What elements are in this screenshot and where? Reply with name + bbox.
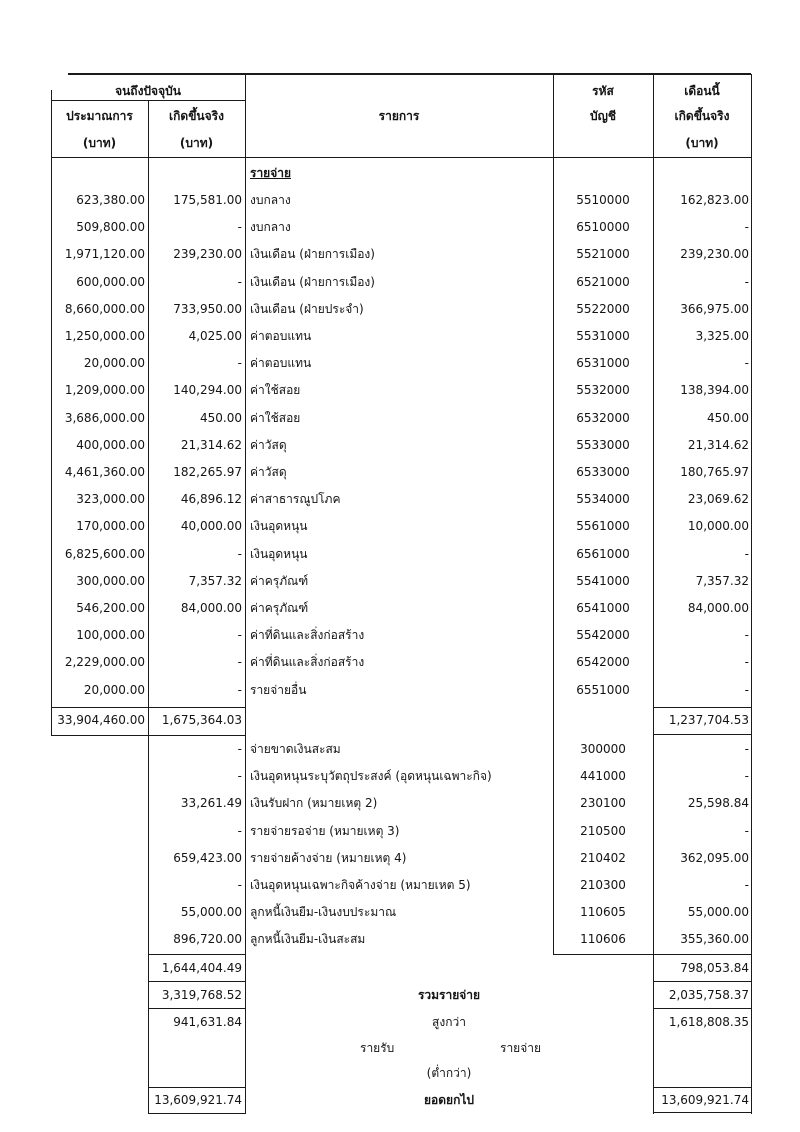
expense-estimate: 600,000.00 (76, 274, 145, 289)
other-code: 210500 (580, 823, 626, 838)
other-code: 210300 (580, 878, 626, 892)
expense-code: 6531000 (576, 356, 630, 371)
expense-actual: 239,230.00 (173, 247, 242, 262)
expense-code: 5541000 (576, 573, 630, 588)
vline-actual-item (245, 74, 246, 1114)
expense-month: - (744, 220, 749, 235)
diff-higher: สูงกว่า (432, 1015, 466, 1029)
vline-right (751, 74, 752, 1114)
rule-carry-top (148, 1087, 246, 1088)
rule-carry-bottom (148, 1113, 246, 1114)
header-code-line1: รหัส (592, 84, 614, 98)
rule-code-bottom (553, 954, 653, 955)
rule-sub2-top-right (653, 954, 751, 955)
expense-item: เงินเดือน (ฝ่ายการเมือง) (250, 274, 375, 289)
expense-actual: 733,950.00 (173, 301, 242, 316)
expense-actual: 40,000.00 (180, 519, 242, 534)
expense-item: เงินอุดหนุน (250, 519, 308, 534)
expense-actual: - (237, 274, 242, 289)
subtotal2-month: 798,053.84 (680, 961, 749, 975)
expense-month: 366,975.00 (680, 301, 749, 316)
expense-item: ค่าครุภัณฑ์ (250, 573, 309, 588)
expense-month: 84,000.00 (687, 601, 749, 615)
expense-code: 5542000 (576, 628, 630, 643)
expense-month: 23,069.62 (687, 492, 749, 507)
expense-estimate: 20,000.00 (83, 682, 145, 697)
header-month-line2: เกิดขึ้นจริง (674, 109, 730, 123)
header-month-line3: (บาท) (685, 136, 719, 150)
expense-item: ค่าที่ดินและสิ่งก่อสร้าง (250, 628, 365, 643)
expense-item: ค่าวัสดุ (250, 465, 287, 479)
other-item: รายจ่ายค้างจ่าย (หมายเหตุ 4) (250, 850, 407, 865)
expense-estimate: 509,800.00 (76, 220, 145, 235)
rule-carry-bottom-right (653, 1112, 751, 1113)
other-code: 441000 (580, 769, 626, 784)
expense-code: 6533000 (576, 465, 630, 479)
expense-month: 10,000.00 (687, 519, 749, 534)
diff-month: 1,618,808.35 (668, 1015, 749, 1029)
expense-item: ค่าที่ดินและสิ่งก่อสร้าง (250, 655, 365, 670)
expense-estimate: 8,660,000.00 (64, 301, 145, 316)
header-code-line2: บัญชี (590, 109, 616, 123)
expense-actual: 140,294.00 (173, 383, 242, 398)
expense-actual: 4,025.00 (188, 329, 242, 343)
other-code: 110605 (580, 905, 626, 920)
subtotal1-actual: 1,675,364.03 (161, 713, 242, 727)
diff-expense: รายจ่าย (500, 1041, 542, 1055)
expense-estimate: 1,971,120.00 (64, 247, 145, 262)
other-month: 55,000.00 (687, 905, 749, 920)
expense-item: งบกลาง (250, 193, 291, 207)
diff-income: รายรับ (360, 1041, 395, 1055)
expense-code: 5521000 (576, 247, 630, 262)
rule-top (68, 73, 751, 75)
expense-estimate: 3,686,000.00 (64, 410, 145, 425)
expense-estimate: 20,000.00 (83, 356, 145, 371)
expense-month: 138,394.00 (680, 383, 749, 398)
expense-code: 6521000 (576, 274, 630, 289)
other-actual: 33,261.49 (180, 796, 242, 811)
expense-actual: 84,000.00 (180, 601, 242, 615)
other-month: 362,095.00 (680, 850, 749, 865)
rule-sub2-bottom (148, 981, 246, 982)
expense-item: ค่าตอบแทน (250, 329, 312, 343)
expense-estimate: 100,000.00 (76, 628, 145, 643)
expense-month: 180,765.97 (680, 465, 749, 479)
carry-month: 13,609,921.74 (661, 1093, 749, 1107)
expense-estimate: 4,461,360.00 (64, 465, 145, 479)
rule-sub2-top (148, 954, 246, 955)
expense-code: 6510000 (576, 220, 630, 235)
expense-actual: 21,314.62 (180, 437, 242, 452)
diff-lower: (ต่ำกว่า) (426, 1066, 472, 1080)
expense-actual: 450.00 (200, 410, 242, 425)
expense-month: 239,230.00 (680, 247, 749, 262)
expense-month: - (744, 682, 749, 697)
expense-estimate: 400,000.00 (76, 437, 145, 452)
rule-subtotal1-bottom-right (653, 734, 751, 735)
expense-month: 7,357.32 (695, 573, 749, 588)
other-actual: 896,720.00 (173, 932, 242, 947)
expense-code: 6561000 (576, 546, 630, 561)
other-month: - (744, 823, 749, 838)
carry-actual: 13,609,921.74 (154, 1093, 242, 1107)
rule-total-bottom-right (653, 1008, 751, 1009)
expense-code: 5534000 (576, 492, 630, 507)
other-item: เงินรับฝาก (หมายเหตุ 2) (250, 796, 378, 811)
total-expense-label: รวมรายจ่าย (417, 988, 481, 1002)
expense-item: รายจ่ายอื่น (250, 682, 307, 697)
expense-item: เงินเดือน (ฝ่ายการเมือง) (250, 247, 375, 262)
other-month: - (744, 878, 749, 892)
subtotal2-actual: 1,644,404.49 (161, 961, 242, 975)
header-todate: จนถึงปัจจุบัน (115, 84, 181, 98)
expense-item: เงินอุดหนุน (250, 546, 308, 561)
other-item: จ่ายขาดเงินสะสม (250, 742, 341, 756)
expense-month: - (744, 628, 749, 643)
other-item: รายจ่ายรอจ่าย (หมายเหตุ 3) (250, 823, 400, 838)
other-actual: - (237, 823, 242, 838)
other-month: - (744, 742, 749, 756)
subtotal1-month: 1,237,704.53 (668, 713, 749, 727)
expense-estimate: 323,000.00 (76, 492, 145, 507)
expense-actual: 175,581.00 (173, 193, 242, 207)
expense-month: 21,314.62 (687, 437, 749, 452)
other-code: 300000 (580, 742, 626, 756)
other-month: 25,598.84 (687, 796, 749, 811)
expense-code: 6541000 (576, 601, 630, 615)
rule-header-bottom (51, 157, 751, 158)
expense-month: - (744, 356, 749, 371)
other-actual: - (237, 769, 242, 784)
expense-item: ค่าครุภัณฑ์ (250, 601, 309, 615)
header-month-line1: เดือนนี้ (684, 84, 720, 98)
expense-month: - (744, 546, 749, 561)
carry-label: ยอดยกไป (424, 1093, 474, 1107)
expense-code: 5532000 (576, 383, 630, 398)
other-item: เงินอุดหนุนระบุวัตถุประสงค์ (อุดหนุนเฉพาะกิจ) (250, 769, 492, 784)
expense-estimate: 170,000.00 (76, 519, 145, 534)
expense-actual: - (237, 220, 242, 235)
expense-estimate: 1,209,000.00 (64, 383, 145, 398)
subtotal1-estimate: 33,904,460.00 (57, 713, 145, 727)
expense-code: 5561000 (576, 519, 630, 534)
expense-estimate: 546,200.00 (76, 601, 145, 615)
header-estimate: ประมาณการ (66, 109, 133, 123)
expense-month: - (744, 655, 749, 670)
other-actual: - (237, 742, 242, 756)
other-item: ลูกหนี้เงินยืม-เงินงบประมาณ (250, 905, 397, 920)
expense-estimate: 623,380.00 (76, 193, 145, 207)
other-actual: 659,423.00 (173, 850, 242, 865)
other-code: 230100 (580, 796, 626, 811)
expense-month: 162,823.00 (680, 193, 749, 207)
expense-actual: 46,896.12 (180, 492, 242, 507)
expense-item: ค่าใช้สอย (250, 383, 301, 398)
rule-sub2-bottom-right (653, 981, 751, 982)
expense-actual: - (237, 655, 242, 670)
other-actual: - (237, 878, 242, 892)
rule-carry-top-right (653, 1087, 751, 1088)
rule-total-bottom (148, 1008, 246, 1009)
expense-item: ค่าใช้สอย (250, 410, 301, 425)
expense-item: ค่าตอบแทน (250, 356, 312, 371)
expense-code: 5533000 (576, 437, 630, 452)
other-item: ลูกหนี้เงินยืม-เงินสะสม (250, 932, 366, 947)
expense-code: 6542000 (576, 655, 630, 670)
other-item: เงินอุดหนุนเฉพาะกิจค้างจ่าย (หมายเหต 5) (250, 878, 471, 892)
expense-code: 5510000 (576, 193, 630, 207)
expense-item: ค่าสาธารณูปโภค (250, 492, 341, 507)
expense-actual: - (237, 356, 242, 371)
expense-estimate: 300,000.00 (76, 573, 145, 588)
expense-actual: - (237, 628, 242, 643)
header-estimate-unit: (บาท) (82, 136, 117, 150)
expense-code: 6551000 (576, 682, 630, 697)
total-expense-actual: 3,319,768.52 (161, 988, 242, 1002)
expense-item: ค่าวัสดุ (250, 437, 287, 452)
other-code: 110606 (580, 932, 626, 947)
diff-actual: 941,631.84 (173, 1015, 242, 1029)
expense-code: 5531000 (576, 329, 630, 343)
expense-actual: 182,265.97 (173, 465, 242, 479)
rule-subtotal1-top-right (653, 707, 751, 708)
header-actual-unit: (บาท) (179, 136, 214, 150)
expense-estimate: 1,250,000.00 (64, 329, 145, 343)
expense-month: - (744, 274, 749, 289)
expense-item: งบกลาง (250, 220, 291, 235)
expense-estimate: 2,229,000.00 (64, 655, 145, 670)
header-item: รายการ (378, 109, 420, 123)
expense-actual: - (237, 682, 242, 697)
other-month: 355,360.00 (680, 932, 749, 947)
expense-month: 450.00 (707, 410, 749, 425)
expense-code: 5522000 (576, 301, 630, 316)
other-code: 210402 (580, 850, 626, 865)
total-expense-month: 2,035,758.37 (668, 988, 749, 1002)
section-title: รายจ่าย (250, 166, 292, 180)
expense-month: 3,325.00 (695, 329, 749, 343)
header-actual: เกิดขึ้นจริง (169, 109, 224, 123)
other-actual: 55,000.00 (180, 905, 242, 920)
expense-actual: - (237, 546, 242, 561)
expense-code: 6532000 (576, 410, 630, 425)
expense-estimate: 6,825,600.00 (64, 546, 145, 561)
other-month: - (744, 769, 749, 784)
expense-actual: 7,357.32 (188, 573, 242, 588)
expense-item: เงินเดือน (ฝ่ายประจำ) (250, 301, 364, 316)
